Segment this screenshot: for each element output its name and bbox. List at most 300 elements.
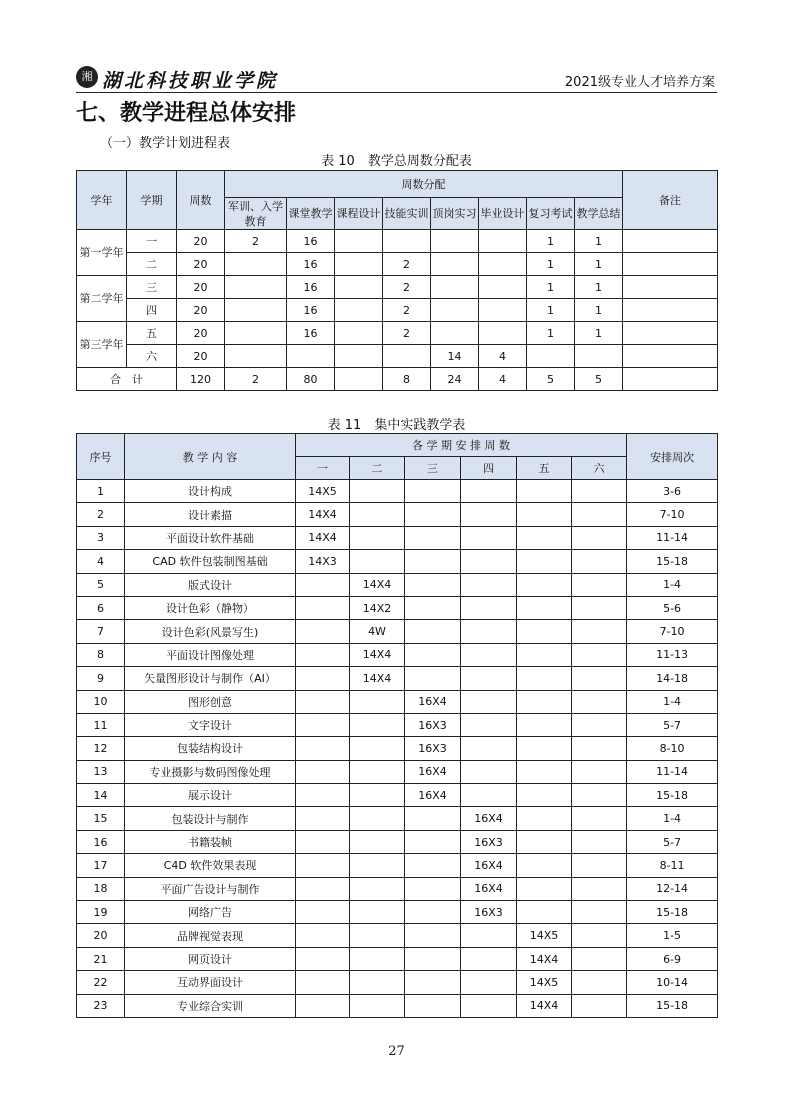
term-2-cell bbox=[350, 830, 405, 853]
arranged-weeks-cell: 10-14 bbox=[627, 971, 718, 994]
table-row bbox=[77, 550, 718, 573]
term-4-cell bbox=[461, 994, 517, 1017]
term-3-cell: 16X3 bbox=[405, 737, 461, 760]
arranged-weeks-cell: 14-18 bbox=[627, 667, 718, 690]
table-row bbox=[77, 947, 718, 970]
content-cell: C4D 软件效果表现 bbox=[125, 854, 296, 877]
term-1-cell bbox=[296, 947, 350, 970]
term-2-cell bbox=[350, 994, 405, 1017]
military-cell bbox=[225, 322, 287, 345]
weeks-allocation-table bbox=[76, 170, 718, 391]
content-cell: 设计素描 bbox=[125, 503, 296, 526]
term-1-cell bbox=[296, 573, 350, 596]
arranged-weeks-cell: 1-5 bbox=[627, 924, 718, 947]
term-5-cell: 14X5 bbox=[517, 924, 572, 947]
grad-cell bbox=[479, 230, 527, 253]
grad-cell bbox=[479, 276, 527, 299]
content-cell: 图形创意 bbox=[125, 690, 296, 713]
term-1-cell bbox=[296, 854, 350, 877]
term-5-cell bbox=[517, 807, 572, 830]
header-review: 复习考试 bbox=[527, 198, 575, 230]
total-military-cell: 2 bbox=[225, 368, 287, 391]
table-row bbox=[77, 901, 718, 924]
arranged-weeks-cell: 5-6 bbox=[627, 596, 718, 619]
term-3-cell bbox=[405, 807, 461, 830]
term-2-cell bbox=[350, 807, 405, 830]
term-5-cell: 14X4 bbox=[517, 947, 572, 970]
arranged-weeks-cell: 15-18 bbox=[627, 550, 718, 573]
table-row bbox=[77, 737, 718, 760]
term-6-cell bbox=[572, 713, 627, 736]
header-schedule: 各 学 期 安 排 周 数 bbox=[296, 434, 627, 457]
term-cell: 二 bbox=[127, 253, 177, 276]
review-cell bbox=[527, 345, 575, 368]
skill-cell: 2 bbox=[383, 299, 431, 322]
header-term-4: 四 bbox=[461, 457, 517, 480]
term-5-cell: 14X4 bbox=[517, 994, 572, 1017]
military-cell: 2 bbox=[225, 230, 287, 253]
content-cell: 平面设计软件基础 bbox=[125, 526, 296, 549]
term-2-cell bbox=[350, 713, 405, 736]
table-row bbox=[77, 807, 718, 830]
arranged-weeks-cell: 11-13 bbox=[627, 643, 718, 666]
table-row bbox=[77, 971, 718, 994]
arranged-weeks-cell: 11-14 bbox=[627, 526, 718, 549]
term-6-cell bbox=[572, 901, 627, 924]
table-row bbox=[77, 322, 718, 345]
term-3-cell bbox=[405, 924, 461, 947]
content-cell: 平面广告设计与制作 bbox=[125, 877, 296, 900]
row-number-cell: 14 bbox=[77, 784, 125, 807]
content-cell: 网络广告 bbox=[125, 901, 296, 924]
term-5-cell bbox=[517, 760, 572, 783]
skill-cell bbox=[383, 230, 431, 253]
term-cell: 四 bbox=[127, 299, 177, 322]
grad-cell bbox=[479, 299, 527, 322]
term-2-cell: 4W bbox=[350, 620, 405, 643]
total-weeks-cell: 120 bbox=[177, 368, 225, 391]
weeks-cell: 20 bbox=[177, 230, 225, 253]
class-cell bbox=[287, 345, 335, 368]
term-5-cell bbox=[517, 573, 572, 596]
content-cell: 展示设计 bbox=[125, 784, 296, 807]
term-5-cell bbox=[517, 620, 572, 643]
table-row bbox=[77, 924, 718, 947]
term-3-cell: 16X4 bbox=[405, 760, 461, 783]
arranged-weeks-cell: 1-4 bbox=[627, 573, 718, 596]
design-cell bbox=[335, 253, 383, 276]
term-cell: 一 bbox=[127, 230, 177, 253]
review-cell: 1 bbox=[527, 322, 575, 345]
header-term-3: 三 bbox=[405, 457, 461, 480]
term-cell: 六 bbox=[127, 345, 177, 368]
design-cell bbox=[335, 299, 383, 322]
section-title: 七、教学进程总体安排 bbox=[76, 101, 297, 126]
content-cell: 网页设计 bbox=[125, 947, 296, 970]
term-5-cell bbox=[517, 667, 572, 690]
term-6-cell bbox=[572, 737, 627, 760]
row-number-cell: 4 bbox=[77, 550, 125, 573]
term-5-cell bbox=[517, 503, 572, 526]
term-4-cell bbox=[461, 503, 517, 526]
content-cell: 互动界面设计 bbox=[125, 971, 296, 994]
year-cell: 第二学年 bbox=[77, 276, 127, 322]
header-remark: 备注 bbox=[623, 171, 718, 230]
term-1-cell bbox=[296, 620, 350, 643]
term-4-cell bbox=[461, 620, 517, 643]
term-2-cell bbox=[350, 690, 405, 713]
term-3-cell bbox=[405, 877, 461, 900]
term-4-cell bbox=[461, 480, 517, 503]
header-year: 学年 bbox=[77, 171, 127, 230]
year-cell: 第三学年 bbox=[77, 322, 127, 368]
arranged-weeks-cell: 7-10 bbox=[627, 620, 718, 643]
content-cell: 专业摄影与数码图像处理 bbox=[125, 760, 296, 783]
summary-cell: 1 bbox=[575, 322, 623, 345]
term-4-cell bbox=[461, 737, 517, 760]
term-5-cell bbox=[517, 690, 572, 713]
term-3-cell bbox=[405, 971, 461, 994]
military-cell bbox=[225, 253, 287, 276]
total-summary-cell: 5 bbox=[575, 368, 623, 391]
total-grad-cell: 4 bbox=[479, 368, 527, 391]
military-cell bbox=[225, 276, 287, 299]
review-cell: 1 bbox=[527, 253, 575, 276]
design-cell bbox=[335, 322, 383, 345]
term-3-cell bbox=[405, 526, 461, 549]
term-6-cell bbox=[572, 690, 627, 713]
term-3-cell: 16X4 bbox=[405, 690, 461, 713]
term-2-cell bbox=[350, 947, 405, 970]
content-cell: 文字设计 bbox=[125, 713, 296, 736]
term-2-cell: 14X2 bbox=[350, 596, 405, 619]
term-6-cell bbox=[572, 924, 627, 947]
header-term: 学期 bbox=[127, 171, 177, 230]
content-cell: 包装设计与制作 bbox=[125, 807, 296, 830]
content-cell: 矢量图形设计与制作（AI） bbox=[125, 667, 296, 690]
term-cell: 三 bbox=[127, 276, 177, 299]
total-review-cell: 5 bbox=[527, 368, 575, 391]
row-number-cell: 18 bbox=[77, 877, 125, 900]
practice-teaching-table bbox=[76, 433, 718, 1018]
term-1-cell bbox=[296, 807, 350, 830]
content-cell: 品牌视觉表现 bbox=[125, 924, 296, 947]
term-3-cell bbox=[405, 830, 461, 853]
table-row bbox=[77, 854, 718, 877]
content-cell: CAD 软件包装制图基础 bbox=[125, 550, 296, 573]
term-4-cell: 16X4 bbox=[461, 854, 517, 877]
content-cell: 设计色彩(风景写生) bbox=[125, 620, 296, 643]
intern-cell bbox=[431, 276, 479, 299]
arranged-weeks-cell: 1-4 bbox=[627, 690, 718, 713]
term-3-cell bbox=[405, 596, 461, 619]
intern-cell bbox=[431, 322, 479, 345]
school-logo: 湘 bbox=[76, 66, 98, 88]
arranged-weeks-cell: 11-14 bbox=[627, 760, 718, 783]
table-row bbox=[77, 230, 718, 253]
summary-cell: 1 bbox=[575, 276, 623, 299]
remark-cell bbox=[623, 322, 718, 345]
term-6-cell bbox=[572, 784, 627, 807]
arranged-weeks-cell: 7-10 bbox=[627, 503, 718, 526]
content-cell: 包装结构设计 bbox=[125, 737, 296, 760]
term-1-cell: 14X5 bbox=[296, 480, 350, 503]
weeks-cell: 20 bbox=[177, 299, 225, 322]
table-row bbox=[77, 760, 718, 783]
summary-cell: 1 bbox=[575, 299, 623, 322]
arranged-weeks-cell: 15-18 bbox=[627, 994, 718, 1017]
table-row bbox=[77, 643, 718, 666]
term-6-cell bbox=[572, 877, 627, 900]
skill-cell: 2 bbox=[383, 322, 431, 345]
term-4-cell bbox=[461, 667, 517, 690]
term-1-cell: 14X3 bbox=[296, 550, 350, 573]
weeks-cell: 20 bbox=[177, 276, 225, 299]
header-skill: 技能实训 bbox=[383, 198, 431, 230]
table-row bbox=[77, 299, 718, 322]
review-cell: 1 bbox=[527, 299, 575, 322]
term-6-cell bbox=[572, 807, 627, 830]
term-cell: 五 bbox=[127, 322, 177, 345]
total-design-cell bbox=[335, 368, 383, 391]
term-1-cell bbox=[296, 596, 350, 619]
military-cell bbox=[225, 345, 287, 368]
grad-cell bbox=[479, 322, 527, 345]
row-number-cell: 5 bbox=[77, 573, 125, 596]
term-2-cell bbox=[350, 924, 405, 947]
row-number-cell: 13 bbox=[77, 760, 125, 783]
term-1-cell bbox=[296, 737, 350, 760]
term-4-cell bbox=[461, 643, 517, 666]
intern-cell bbox=[431, 299, 479, 322]
term-4-cell bbox=[461, 784, 517, 807]
total-intern-cell: 24 bbox=[431, 368, 479, 391]
term-6-cell bbox=[572, 947, 627, 970]
row-number-cell: 8 bbox=[77, 643, 125, 666]
term-2-cell bbox=[350, 760, 405, 783]
weeks-cell: 20 bbox=[177, 253, 225, 276]
term-6-cell bbox=[572, 643, 627, 666]
summary-cell: 1 bbox=[575, 253, 623, 276]
term-3-cell bbox=[405, 667, 461, 690]
term-6-cell bbox=[572, 550, 627, 573]
term-6-cell bbox=[572, 994, 627, 1017]
term-3-cell bbox=[405, 947, 461, 970]
total-remark-cell bbox=[623, 368, 718, 391]
header-term-1: 一 bbox=[296, 457, 350, 480]
skill-cell: 2 bbox=[383, 253, 431, 276]
term-1-cell: 14X4 bbox=[296, 503, 350, 526]
term-3-cell bbox=[405, 643, 461, 666]
term-2-cell: 14X4 bbox=[350, 667, 405, 690]
table-row bbox=[77, 253, 718, 276]
arranged-weeks-cell: 8-10 bbox=[627, 737, 718, 760]
header-term-5: 五 bbox=[517, 457, 572, 480]
arranged-weeks-cell: 12-14 bbox=[627, 877, 718, 900]
term-5-cell: 14X5 bbox=[517, 971, 572, 994]
total-skill-cell: 8 bbox=[383, 368, 431, 391]
term-4-cell bbox=[461, 947, 517, 970]
intern-cell bbox=[431, 230, 479, 253]
content-cell: 书籍装帧 bbox=[125, 830, 296, 853]
term-3-cell bbox=[405, 573, 461, 596]
term-4-cell bbox=[461, 760, 517, 783]
header-grad: 毕业设计 bbox=[479, 198, 527, 230]
remark-cell bbox=[623, 230, 718, 253]
document-title: 2021级专业人才培养方案 bbox=[564, 75, 715, 90]
row-number-cell: 22 bbox=[77, 971, 125, 994]
row-number-cell: 9 bbox=[77, 667, 125, 690]
table-row bbox=[77, 713, 718, 736]
review-cell: 1 bbox=[527, 230, 575, 253]
term-5-cell bbox=[517, 596, 572, 619]
row-number-cell: 16 bbox=[77, 830, 125, 853]
term-5-cell bbox=[517, 526, 572, 549]
term-5-cell bbox=[517, 901, 572, 924]
term-2-cell bbox=[350, 877, 405, 900]
term-5-cell bbox=[517, 877, 572, 900]
term-1-cell bbox=[296, 667, 350, 690]
header-no: 序号 bbox=[77, 434, 125, 480]
term-4-cell bbox=[461, 971, 517, 994]
row-number-cell: 17 bbox=[77, 854, 125, 877]
remark-cell bbox=[623, 299, 718, 322]
table-row bbox=[77, 526, 718, 549]
term-1-cell bbox=[296, 994, 350, 1017]
term-2-cell bbox=[350, 854, 405, 877]
term-6-cell bbox=[572, 971, 627, 994]
table-row bbox=[77, 784, 718, 807]
term-2-cell bbox=[350, 480, 405, 503]
term-6-cell bbox=[572, 526, 627, 549]
row-number-cell: 1 bbox=[77, 480, 125, 503]
term-1-cell bbox=[296, 877, 350, 900]
term-5-cell bbox=[517, 784, 572, 807]
intern-cell bbox=[431, 253, 479, 276]
term-6-cell bbox=[572, 596, 627, 619]
header-allocation: 周数分配 bbox=[225, 171, 623, 198]
table-row bbox=[77, 994, 718, 1017]
summary-cell: 1 bbox=[575, 230, 623, 253]
term-6-cell bbox=[572, 503, 627, 526]
design-cell bbox=[335, 276, 383, 299]
arranged-weeks-cell: 15-18 bbox=[627, 901, 718, 924]
page-number: 27 bbox=[388, 1044, 405, 1059]
term-1-cell bbox=[296, 713, 350, 736]
term-4-cell bbox=[461, 924, 517, 947]
table-row bbox=[77, 276, 718, 299]
row-number-cell: 21 bbox=[77, 947, 125, 970]
content-cell: 设计色彩（静物） bbox=[125, 596, 296, 619]
header-weeks: 周数 bbox=[177, 171, 225, 230]
term-4-cell: 16X4 bbox=[461, 807, 517, 830]
table-row bbox=[77, 830, 718, 853]
class-cell: 16 bbox=[287, 253, 335, 276]
content-cell: 设计构成 bbox=[125, 480, 296, 503]
term-6-cell bbox=[572, 480, 627, 503]
term-6-cell bbox=[572, 573, 627, 596]
term-1-cell bbox=[296, 924, 350, 947]
term-3-cell: 16X3 bbox=[405, 713, 461, 736]
term-3-cell bbox=[405, 503, 461, 526]
arranged-weeks-cell: 8-11 bbox=[627, 854, 718, 877]
row-number-cell: 10 bbox=[77, 690, 125, 713]
skill-cell: 2 bbox=[383, 276, 431, 299]
subsection-title: （一）教学计划进程表 bbox=[100, 136, 231, 151]
remark-cell bbox=[623, 253, 718, 276]
arranged-weeks-cell: 5-7 bbox=[627, 830, 718, 853]
term-1-cell bbox=[296, 643, 350, 666]
table-row bbox=[77, 690, 718, 713]
row-number-cell: 19 bbox=[77, 901, 125, 924]
term-6-cell bbox=[572, 620, 627, 643]
term-1-cell bbox=[296, 971, 350, 994]
row-number-cell: 3 bbox=[77, 526, 125, 549]
class-cell: 16 bbox=[287, 322, 335, 345]
term-2-cell bbox=[350, 784, 405, 807]
arranged-weeks-cell: 1-4 bbox=[627, 807, 718, 830]
table-row bbox=[77, 620, 718, 643]
header-military: 军训、入学教育 bbox=[225, 198, 287, 230]
arranged-weeks-cell: 3-6 bbox=[627, 480, 718, 503]
class-cell: 16 bbox=[287, 230, 335, 253]
arranged-weeks-cell: 5-7 bbox=[627, 713, 718, 736]
term-3-cell bbox=[405, 854, 461, 877]
term-6-cell bbox=[572, 760, 627, 783]
review-cell: 1 bbox=[527, 276, 575, 299]
term-4-cell bbox=[461, 713, 517, 736]
term-2-cell bbox=[350, 971, 405, 994]
table10-caption: 表 10 教学总周数分配表 bbox=[321, 154, 472, 169]
term-6-cell bbox=[572, 667, 627, 690]
term-2-cell bbox=[350, 737, 405, 760]
school-name: 湖北科技职业学院 bbox=[102, 70, 279, 92]
term-1-cell: 14X4 bbox=[296, 526, 350, 549]
term-4-cell bbox=[461, 573, 517, 596]
remark-cell bbox=[623, 345, 718, 368]
term-5-cell bbox=[517, 737, 572, 760]
header-intern: 顶岗实习 bbox=[431, 198, 479, 230]
row-number-cell: 2 bbox=[77, 503, 125, 526]
term-3-cell bbox=[405, 620, 461, 643]
weeks-cell: 20 bbox=[177, 322, 225, 345]
header-class: 课堂教学 bbox=[287, 198, 335, 230]
design-cell bbox=[335, 230, 383, 253]
term-4-cell bbox=[461, 526, 517, 549]
total-label: 合 计 bbox=[77, 368, 177, 391]
term-1-cell bbox=[296, 690, 350, 713]
table-row bbox=[77, 667, 718, 690]
term-1-cell bbox=[296, 830, 350, 853]
year-cell: 第一学年 bbox=[77, 230, 127, 276]
table-row bbox=[77, 573, 718, 596]
term-3-cell bbox=[405, 994, 461, 1017]
term-5-cell bbox=[517, 480, 572, 503]
term-4-cell bbox=[461, 596, 517, 619]
summary-cell bbox=[575, 345, 623, 368]
intern-cell: 14 bbox=[431, 345, 479, 368]
term-3-cell bbox=[405, 550, 461, 573]
term-3-cell bbox=[405, 901, 461, 924]
term-4-cell: 16X3 bbox=[461, 830, 517, 853]
class-cell: 16 bbox=[287, 299, 335, 322]
table-row bbox=[77, 877, 718, 900]
term-2-cell bbox=[350, 901, 405, 924]
term-5-cell bbox=[517, 854, 572, 877]
arranged-weeks-cell: 15-18 bbox=[627, 784, 718, 807]
term-5-cell bbox=[517, 550, 572, 573]
weeks-cell: 20 bbox=[177, 345, 225, 368]
